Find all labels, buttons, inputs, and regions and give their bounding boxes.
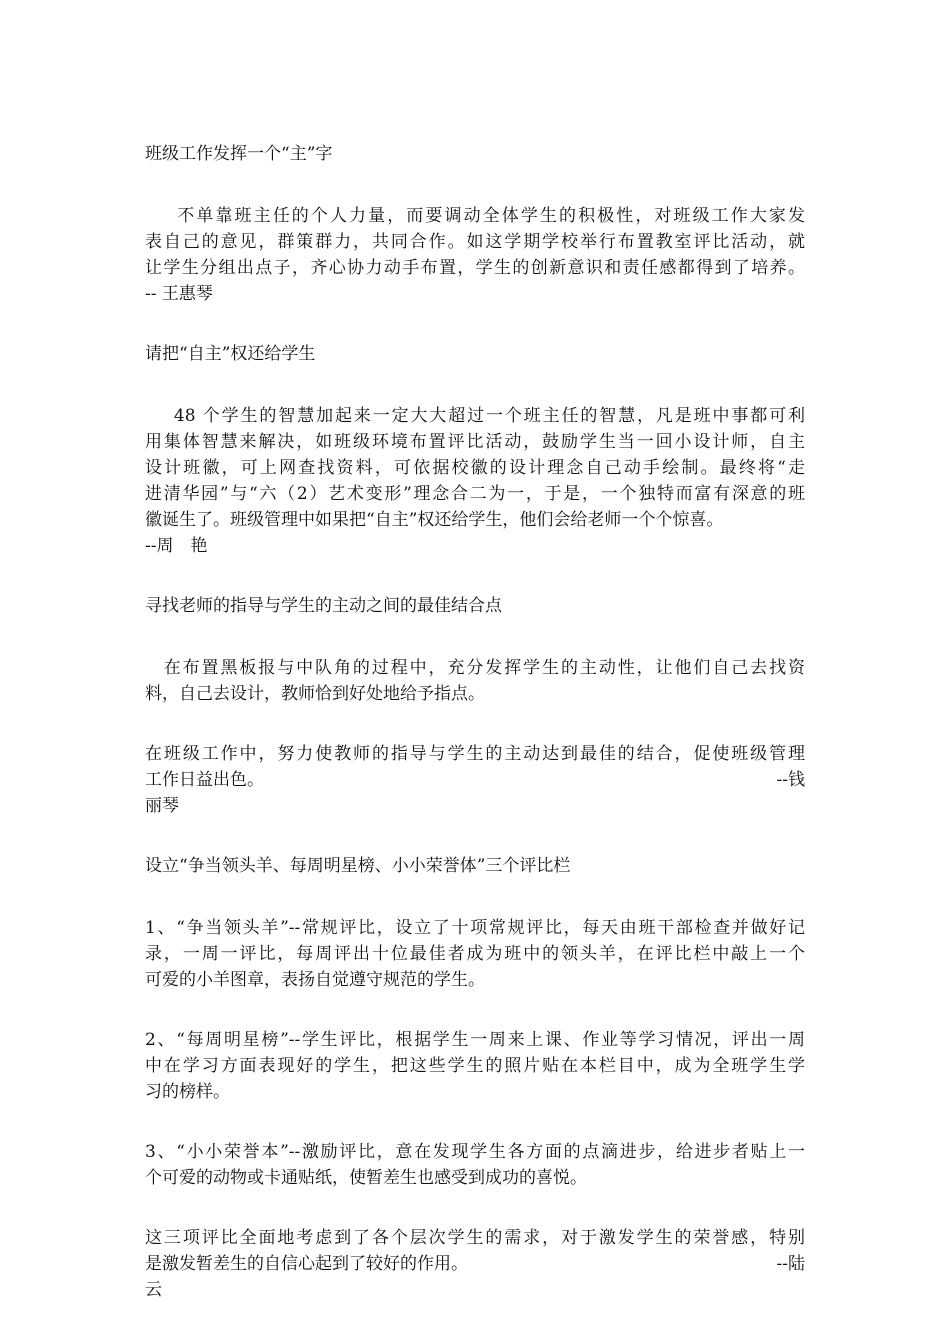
text-line: 在布置黑板报与中队角的过程中，充分发挥学生的主动性，让他们自己去找资 bbox=[163, 658, 805, 678]
section-heading-3: 寻找老师的指导与学生的主动之间的最佳结合点 bbox=[145, 596, 502, 616]
text-line: 个可爱的动物或卡通贴纸，使暂差生也感受到成功的喜悦。 bbox=[145, 1168, 587, 1188]
text-line: 中在学习方面表现好的学生，把这些学生的照片贴在本栏目中，成为全班学生学 bbox=[145, 1056, 805, 1076]
author-signature-end: 云 bbox=[145, 1280, 162, 1300]
section-2-paragraph bbox=[145, 403, 805, 559]
author-signature: --周 艳 bbox=[145, 536, 208, 556]
text-line: 表自己的意见，群策群力，共同合作。如这学期学校举行布置教室评比活动，就 bbox=[145, 232, 805, 252]
section-3-paragraph-1 bbox=[145, 655, 805, 707]
text-line-with-signature bbox=[145, 1251, 805, 1277]
text-line: 用集体智慧来解决，如班级环境布置评比活动，鼓励学生当一回小设计师，自主 bbox=[145, 432, 805, 452]
document-content bbox=[145, 141, 805, 1303]
list-item-2 bbox=[145, 1027, 805, 1105]
text-fragment: 是激发暂差生的自信心起到了较好的作用。 bbox=[145, 1254, 468, 1274]
closing-paragraph bbox=[145, 1225, 805, 1303]
text-line: 不单靠班主任的个人力量，而要调动全体学生的积极性，对班级工作大家发 bbox=[177, 206, 805, 226]
section-1-paragraph bbox=[145, 203, 805, 307]
author-signature-start: --陆 bbox=[776, 1254, 805, 1274]
section-heading-4: 设立“争当领头羊、每周明星榜、小小荣誉体”三个评比栏 bbox=[145, 856, 571, 876]
text-line: 3、“小小荣誉本”--激励评比，意在发现学生各方面的点滴进步，给进步者贴上一 bbox=[145, 1142, 805, 1162]
text-fragment: 工作日益出色。 bbox=[145, 770, 264, 790]
list-item-1 bbox=[145, 915, 805, 993]
text-line: 1、“争当领头羊”--常规评比，设立了十项常规评比，每天由班干部检查并做好记 bbox=[145, 918, 805, 938]
text-line: 习的榜样。 bbox=[145, 1082, 230, 1102]
text-line: 设计班徽，可上网查找资料，可依据校徽的设计理念自己动手绘制。最终将“走 bbox=[145, 458, 805, 478]
text-line: 48 个学生的智慧加起来一定大大超过一个班主任的智慧，凡是班中事都可利 bbox=[173, 406, 805, 426]
text-line: 在班级工作中，努力使教师的指导与学生的主动达到最佳的结合，促使班级管理 bbox=[145, 744, 805, 764]
text-line: 可爱的小羊图章，表扬自觉遵守规范的学生。 bbox=[145, 970, 485, 990]
list-item-3 bbox=[145, 1139, 805, 1191]
author-signature-end: 丽琴 bbox=[145, 796, 179, 816]
text-line-with-signature bbox=[145, 767, 805, 793]
text-line: 料，自己去设计，教师恰到好处地给予指点。 bbox=[145, 684, 485, 704]
text-line: 进清华园”与“六（2）艺术变形”理念合二为一，于是，一个独特而富有深意的班 bbox=[145, 484, 805, 504]
text-line: 让学生分组出点子，齐心协力动手布置，学生的创新意识和责任感都得到了培养。 bbox=[145, 258, 805, 278]
section-3-paragraph-2 bbox=[145, 741, 805, 819]
author-signature-start: --钱 bbox=[776, 770, 805, 790]
text-line: 2、“每周明星榜”--学生评比，根据学生一周来上课、作业等学习情况，评出一周 bbox=[145, 1030, 805, 1050]
text-line: 这三项评比全面地考虑到了各个层次学生的需求，对于激发学生的荣誉感，特别 bbox=[145, 1228, 805, 1248]
section-heading-2: 请把“自主”权还给学生 bbox=[145, 344, 316, 364]
text-line: 徽诞生了。班级管理中如果把“自主”权还给学生，他们会给老师一个个惊喜。 bbox=[145, 510, 724, 530]
section-heading-1: 班级工作发挥一个“主”字 bbox=[145, 144, 333, 164]
author-signature: -- 王惠琴 bbox=[145, 284, 213, 304]
text-line: 录，一周一评比，每周评出十位最佳者成为班中的领头羊，在评比栏中敲上一个 bbox=[145, 944, 805, 964]
